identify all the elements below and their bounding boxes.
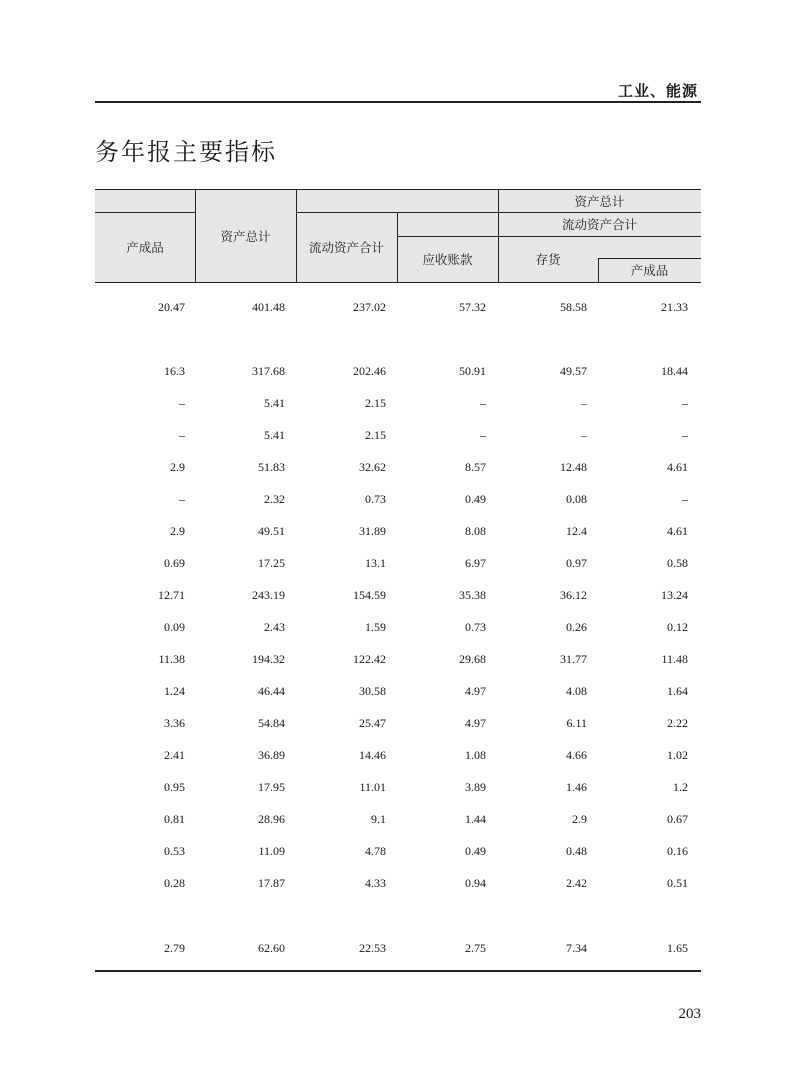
table-cell: 21.33 <box>661 300 688 314</box>
table-cell: 28.96 <box>258 812 285 826</box>
table-cell: 0.09 <box>164 620 185 634</box>
table-cell: 13.24 <box>661 588 688 602</box>
table-cell: 51.83 <box>258 460 285 474</box>
table-cell: 36.89 <box>258 748 285 762</box>
table-cell: 243.19 <box>252 588 285 602</box>
table-cell: – <box>581 396 587 410</box>
table-row <box>95 780 701 800</box>
table-cell: 0.95 <box>164 780 185 794</box>
table-cell: 2.9 <box>572 812 587 826</box>
table-cell: 16.3 <box>164 364 185 378</box>
table-cell: 17.95 <box>258 780 285 794</box>
table-cell: 4.66 <box>566 748 587 762</box>
table-cell: 12.71 <box>158 588 185 602</box>
table-cell: 6.97 <box>465 556 486 570</box>
table-cell: 30.58 <box>359 684 386 698</box>
table-cell: 0.49 <box>465 844 486 858</box>
table-cell: 0.58 <box>667 556 688 570</box>
table-cell: 3.36 <box>164 716 185 730</box>
col-header-total-assets: 资产总计 <box>220 229 271 244</box>
table-cell: – <box>179 492 185 506</box>
table-row <box>95 652 701 672</box>
table-cell: 6.11 <box>566 716 587 730</box>
table-cell: 0.28 <box>164 876 185 890</box>
table-cell: 1.24 <box>164 684 185 698</box>
table-cell: 2.79 <box>164 941 185 955</box>
table-row <box>95 460 701 480</box>
table-cell: 0.12 <box>667 620 688 634</box>
table-cell: – <box>179 396 185 410</box>
col-header-finished-goods-2: 产成品 <box>630 263 669 278</box>
table-cell: 2.15 <box>365 428 386 442</box>
table-cell: 25.47 <box>359 716 386 730</box>
table-row <box>95 684 701 704</box>
table-row <box>95 876 701 896</box>
page-title: 务年报主要指标 <box>95 138 277 166</box>
table-cell: 46.44 <box>258 684 285 698</box>
table-cell: 22.53 <box>359 941 386 955</box>
table-cell: 0.73 <box>465 620 486 634</box>
table-row <box>95 428 701 448</box>
table-row <box>95 364 701 384</box>
table-cell: 8.57 <box>465 460 486 474</box>
table-cell: 17.25 <box>258 556 285 570</box>
table-row <box>95 524 701 544</box>
table-cell: 2.75 <box>465 941 486 955</box>
table-cell: – <box>682 396 688 410</box>
table-cell: 11.48 <box>661 652 688 666</box>
table-cell: 36.12 <box>560 588 587 602</box>
table-cell: 62.60 <box>258 941 285 955</box>
table-cell: 1.08 <box>465 748 486 762</box>
table-cell: 154.59 <box>353 588 386 602</box>
table-cell: 202.46 <box>353 364 386 378</box>
table-cell: 1.59 <box>365 620 386 634</box>
table-cell: 0.08 <box>566 492 587 506</box>
table-row <box>95 396 701 416</box>
data-table <box>95 189 701 955</box>
table-cell: 4.97 <box>465 684 486 698</box>
table-cell: 2.42 <box>566 876 587 890</box>
table-cell: 2.32 <box>264 492 285 506</box>
table-row <box>95 812 701 832</box>
table-cell: 0.97 <box>566 556 587 570</box>
table-cell: 31.89 <box>359 524 386 538</box>
table-cell: 32.62 <box>359 460 386 474</box>
table-cell: 4.97 <box>465 716 486 730</box>
table-cell: 122.42 <box>353 652 386 666</box>
table-cell: 2.41 <box>164 748 185 762</box>
table-cell: 317.68 <box>252 364 285 378</box>
table-cell: 0.49 <box>465 492 486 506</box>
table-cell: – <box>480 428 486 442</box>
table-row <box>95 748 701 768</box>
table-cell: 0.69 <box>164 556 185 570</box>
top-rule <box>95 101 701 103</box>
table-cell: 4.33 <box>365 876 386 890</box>
table-cell: 0.16 <box>667 844 688 858</box>
table-cell: 0.53 <box>164 844 185 858</box>
table-cell: 2.9 <box>170 524 185 538</box>
page-number: 203 <box>678 1006 701 1022</box>
table-row <box>95 556 701 576</box>
table-cell: 0.81 <box>164 812 185 826</box>
table-row <box>95 588 701 608</box>
table-cell: 18.44 <box>661 364 688 378</box>
table-cell: 2.15 <box>365 396 386 410</box>
col-header-receivables: 应收账款 <box>422 252 473 267</box>
table-cell: 14.46 <box>359 748 386 762</box>
table-cell: 35.38 <box>459 588 486 602</box>
table-row <box>95 716 701 736</box>
table-cell: – <box>682 492 688 506</box>
table-cell: 57.32 <box>459 300 486 314</box>
table-cell: 1.65 <box>667 941 688 955</box>
table-cell: 49.51 <box>258 524 285 538</box>
table-cell: 9.1 <box>371 812 386 826</box>
table-cell: 0.67 <box>667 812 688 826</box>
table-cell: 58.58 <box>560 300 587 314</box>
table-row <box>95 620 701 640</box>
table-cell: 12.48 <box>560 460 587 474</box>
table-cell: 11.09 <box>258 844 285 858</box>
table-cell: 0.73 <box>365 492 386 506</box>
col-group-total-assets: 资产总计 <box>574 194 625 209</box>
table-row <box>95 941 701 961</box>
table-row <box>95 300 701 320</box>
table-cell: 2.9 <box>170 460 185 474</box>
table-cell: 5.41 <box>264 428 285 442</box>
table-cell: 11.38 <box>158 652 185 666</box>
table-cell: 20.47 <box>158 300 185 314</box>
table-cell: 0.51 <box>667 876 688 890</box>
table-row <box>95 844 701 864</box>
table-cell: 1.44 <box>465 812 486 826</box>
table-cell: 5.41 <box>264 396 285 410</box>
col-header-inventory: 存货 <box>535 252 561 267</box>
table-cell: 49.57 <box>560 364 587 378</box>
table-cell: 1.64 <box>667 684 688 698</box>
table-cell: 4.61 <box>667 524 688 538</box>
table-header <box>95 189 701 283</box>
table-cell: 8.08 <box>465 524 486 538</box>
table-cell: 3.89 <box>465 780 486 794</box>
table-cell: – <box>581 428 587 442</box>
table-cell: – <box>480 396 486 410</box>
table-cell: 17.87 <box>258 876 285 890</box>
table-cell: 4.78 <box>365 844 386 858</box>
col-group-current-assets: 流动资产合计 <box>561 217 637 232</box>
table-cell: 1.46 <box>566 780 587 794</box>
table-cell: 29.68 <box>459 652 486 666</box>
table-cell: 54.84 <box>258 716 285 730</box>
table-cell: 13.1 <box>365 556 386 570</box>
table-cell: 12.4 <box>566 524 587 538</box>
table-cell: – <box>179 428 185 442</box>
col-header-finished-goods: 产成品 <box>126 240 164 255</box>
col-header-current-assets: 流动资产合计 <box>308 240 384 255</box>
table-cell: 50.91 <box>459 364 486 378</box>
section-label: 工业、能源 <box>617 82 698 100</box>
table-cell: 4.08 <box>566 684 587 698</box>
table-row <box>95 492 701 512</box>
table-cell: 0.48 <box>566 844 587 858</box>
bottom-rule <box>95 970 701 972</box>
table-cell: 31.77 <box>560 652 587 666</box>
table-cell: 401.48 <box>252 300 285 314</box>
table-cell: 0.26 <box>566 620 587 634</box>
table-cell: 2.22 <box>667 716 688 730</box>
table-cell: 1.02 <box>667 748 688 762</box>
table-cell: 11.01 <box>359 780 386 794</box>
table-cell: 0.94 <box>465 876 486 890</box>
table-cell: 7.34 <box>566 941 587 955</box>
table-cell: 1.2 <box>673 780 688 794</box>
table-cell: 194.32 <box>252 652 285 666</box>
table-cell: 237.02 <box>353 300 386 314</box>
table-cell: 2.43 <box>264 620 285 634</box>
table-cell: 4.61 <box>667 460 688 474</box>
table-cell: – <box>682 428 688 442</box>
